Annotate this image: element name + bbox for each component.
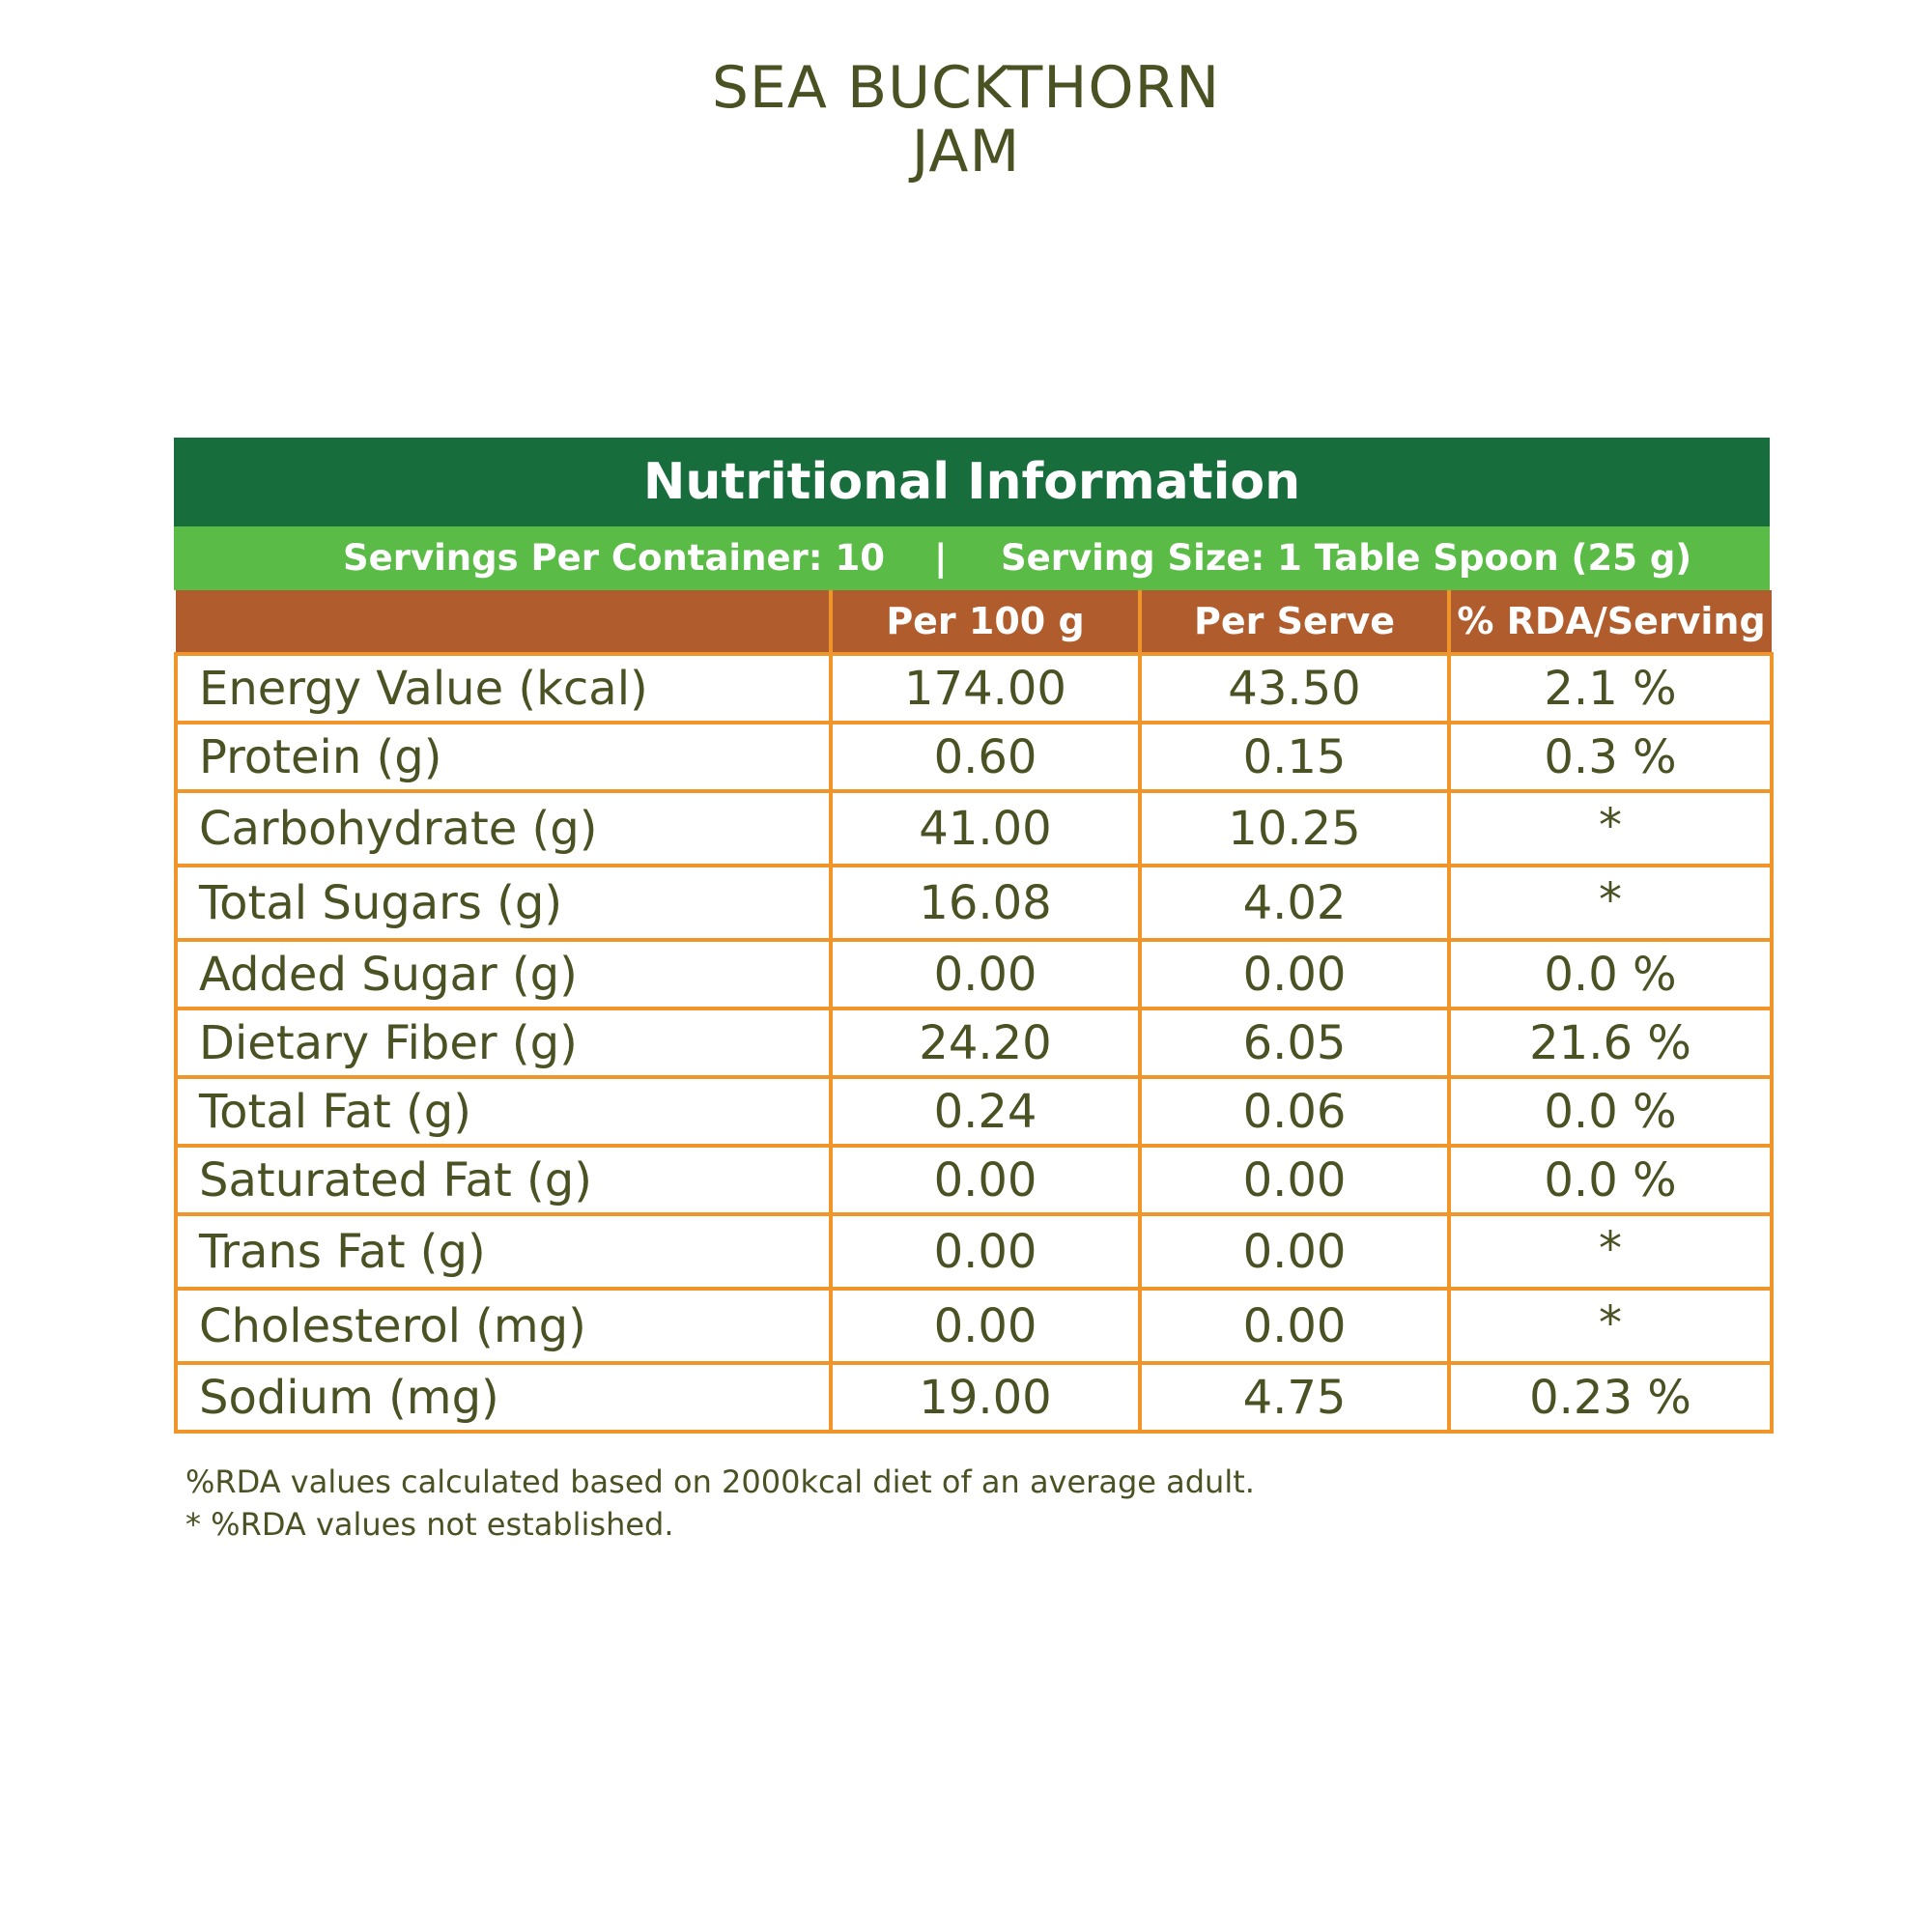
nutrient-name-cell: Total Sugars (g) — [176, 866, 831, 940]
per-serve-cell: 10.25 — [1140, 791, 1449, 866]
column-header-per-serve: Per Serve — [1140, 590, 1449, 654]
table-row — [176, 1009, 1772, 1077]
table-row — [176, 1214, 1772, 1289]
nutrient-name-cell: Saturated Fat (g) — [176, 1146, 831, 1214]
rda-cell: 2.1 % — [1449, 654, 1772, 723]
nutrient-name-cell: Cholesterol (mg) — [176, 1289, 831, 1363]
rda-cell: 0.0 % — [1449, 1146, 1772, 1214]
per-serve-cell: 0.00 — [1140, 1214, 1449, 1289]
nutrition-panel — [174, 438, 1770, 1434]
nutrient-name-cell: Trans Fat (g) — [176, 1214, 831, 1289]
per-100g-cell: 0.00 — [831, 1289, 1140, 1363]
per-serve-cell: 0.00 — [1140, 1146, 1449, 1214]
table-row — [176, 1289, 1772, 1363]
per-100g-cell: 41.00 — [831, 791, 1140, 866]
servings-separator: | — [934, 537, 948, 579]
table-row — [176, 723, 1772, 791]
per-100g-cell: 19.00 — [831, 1363, 1140, 1432]
table-row — [176, 654, 1772, 723]
per-100g-cell: 24.20 — [831, 1009, 1140, 1077]
footnote-rda-not-established: * %RDA values not established. — [185, 1506, 674, 1543]
table-row — [176, 1077, 1772, 1146]
footnotes — [185, 1461, 1255, 1546]
per-100g-cell: 0.60 — [831, 723, 1140, 791]
per-serve-cell: 6.05 — [1140, 1009, 1449, 1077]
column-header-rda: % RDA/Serving — [1449, 590, 1772, 654]
rda-cell: * — [1449, 1214, 1772, 1289]
rda-cell: 0.0 % — [1449, 940, 1772, 1009]
nutrition-table — [174, 590, 1774, 1434]
servings-per-container: Servings Per Container: 10 — [343, 537, 885, 579]
per-100g-cell: 0.24 — [831, 1077, 1140, 1146]
table-row — [176, 1146, 1772, 1214]
product-title — [0, 56, 1932, 184]
product-title-line-2: JAM — [911, 118, 1021, 185]
rda-cell: 0.3 % — [1449, 723, 1772, 791]
per-serve-cell: 4.75 — [1140, 1363, 1449, 1432]
rda-cell: 0.23 % — [1449, 1363, 1772, 1432]
table-row — [176, 940, 1772, 1009]
per-serve-cell: 0.06 — [1140, 1077, 1449, 1146]
per-serve-cell: 0.15 — [1140, 723, 1449, 791]
product-title-line-1: SEA BUCKTHORN — [711, 54, 1221, 122]
per-serve-cell: 0.00 — [1140, 1289, 1449, 1363]
nutrient-name-cell: Protein (g) — [176, 723, 831, 791]
per-100g-cell: 0.00 — [831, 1146, 1140, 1214]
nutrient-name-cell: Carbohydrate (g) — [176, 791, 831, 866]
serving-size: Serving Size: 1 Table Spoon (25 g) — [1001, 537, 1692, 579]
table-row — [176, 1363, 1772, 1432]
per-100g-cell: 0.00 — [831, 1214, 1140, 1289]
table-row — [176, 791, 1772, 866]
nutrient-name-cell: Total Fat (g) — [176, 1077, 831, 1146]
per-100g-cell: 174.00 — [831, 654, 1140, 723]
nutrient-name-cell: Dietary Fiber (g) — [176, 1009, 831, 1077]
nutrient-name-cell: Added Sugar (g) — [176, 940, 831, 1009]
nutrient-name-cell: Energy Value (kcal) — [176, 654, 831, 723]
per-serve-cell: 43.50 — [1140, 654, 1449, 723]
table-header-row — [176, 590, 1772, 654]
rda-cell: 0.0 % — [1449, 1077, 1772, 1146]
per-serve-cell: 0.00 — [1140, 940, 1449, 1009]
nutrition-panel-title: Nutritional Information — [174, 438, 1770, 526]
rda-cell: * — [1449, 791, 1772, 866]
footnote-rda-basis: %RDA values calculated based on 2000kcal diet of an average adult. — [185, 1463, 1255, 1500]
table-row — [176, 866, 1772, 940]
column-header-nutrient — [176, 590, 831, 654]
per-serve-cell: 4.02 — [1140, 866, 1449, 940]
column-header-per-100g: Per 100 g — [831, 590, 1140, 654]
rda-cell: * — [1449, 1289, 1772, 1363]
nutrition-table-body — [176, 654, 1772, 1432]
per-100g-cell: 16.08 — [831, 866, 1140, 940]
per-100g-cell: 0.00 — [831, 940, 1140, 1009]
rda-cell: 21.6 % — [1449, 1009, 1772, 1077]
servings-bar — [174, 526, 1770, 590]
rda-cell: * — [1449, 866, 1772, 940]
nutrient-name-cell: Sodium (mg) — [176, 1363, 831, 1432]
